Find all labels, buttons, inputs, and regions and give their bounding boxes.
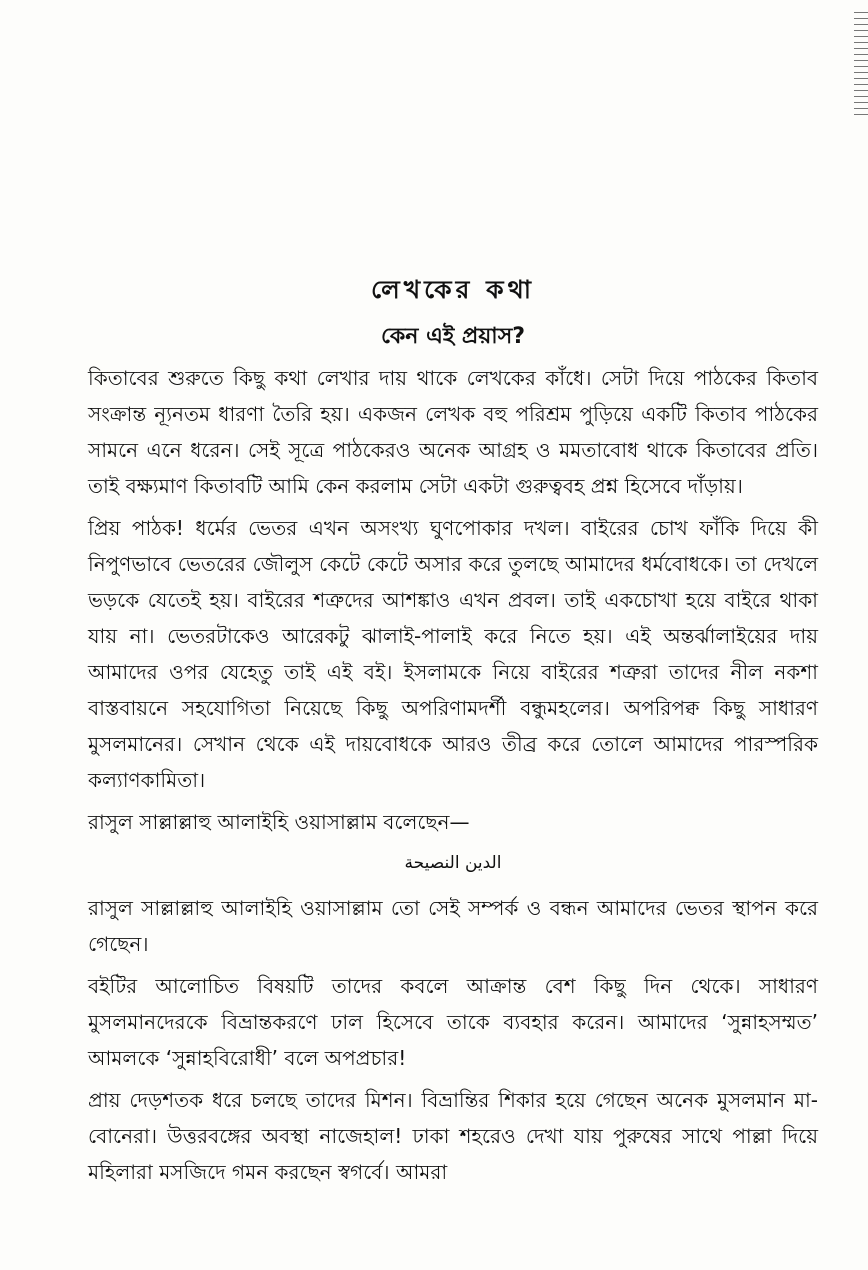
paragraph-3: রাসুল সাল্লাল্লাহু আলাইহি ওয়াসাল্লাম বলেছেন— <box>88 810 470 834</box>
page-edge-binding <box>854 12 868 122</box>
paragraph-2: প্রিয় পাঠক! ধর্মের ভেতর এখন অসংখ্য ঘুণপোকার দখল। বাইরের চোখ ফাঁকি দিয়ে কী নিপুণভাবে ভেতরের জৌলুস কেটে কেটে অসার করে তুলছে আমাদের ধর্মবোধকে। তা দেখলে ভড়কে যেতেই হয়। বাইরের শত্রুদের আশঙ্কাও এখন প্রবল। তাই একচোখা হয়ে বাইরে থাকা যায় না। ভেতরটাকেও আরেকটু ঝালাই-পালাই করে নিতে হয়। এই অন্তর্ঝালাইয়ের দায় আমাদের ওপর যেহেতু তাই এই বই। ইসলামকে নিয়ে বাইরের শত্রুরা তাদের নীল নকশা বাস্তবায়নে সহযোগিতা নিয়েছে কিছু অপরিণামদর্শী বন্ধুমহলের। অপরিপক্ব কিছু সাধারণ মুসলমানের। সেখান থেকে এই দায়বোধকে আরও তীব্র করে তোলে আমাদের পারস্পরিক কল্যাণকামিতা। <box>88 516 818 792</box>
arabic-quote: الدين النصيحة <box>404 853 502 873</box>
paragraph-6: প্রায় দেড়শতক ধরে চলছে তাদের মিশন। বিভ্রান্তির শিকার হয়ে গেছেন অনেক মুসলমান মা-বোনেরা। উত্তরবঙ্গের অবস্থা নাজেহাল! ঢাকা শহরেও দেখা যায় পুরুষের সাথে পাল্লা দিয়ে মহিলারা মসজিদে গমন করছেন স্বগর্বে। আমরা <box>88 1088 818 1184</box>
page-body <box>88 272 818 1196</box>
paragraph-1: কিতাবের শুরুতে কিছু কথা লেখার দায় থাকে লেখকের কাঁধে। সেটা দিয়ে পাঠকের কিতাব সংক্রান্ত ন্যূনতম ধারণা তৈরি হয়। একজন লেখক বহু পরিশ্রম পুড়িয়ে একটি কিতাব পাঠকের সামনে এনে ধরেন। সেই সূত্রে পাঠকেরও অনেক আগ্রহ ও মমতাবোধ থাকে কিতাবের প্রতি। তাই বক্ষ্যমাণ কিতাবটি আমি কেন করলাম সেটা একটা গুরুত্ববহ প্রশ্ন হিসেবে দাঁড়ায়। <box>88 366 818 498</box>
paragraph-4: রাসুল সাল্লাল্লাহু আলাইহি ওয়াসাল্লাম তো সেই সম্পর্ক ও বন্ধন আমাদের ভেতর স্থাপন করে গেছেন। <box>88 896 818 956</box>
paragraph-5: বইটির আলোচিত বিষয়টি তাদের কবলে আক্রান্ত বেশ কিছু দিন থেকে। সাধারণ মুসলমানদেরকে বিভ্রান্তকরণে ঢাল হিসেবে তাকে ব্যবহার করেন। আমাদের ‘সুন্নাহসম্মত’ আমলকে ‘সুন্নাহবিরোধী’ বলে অপপ্রচার! <box>88 974 818 1070</box>
page-heading: লেখকের কথা <box>370 275 536 304</box>
page-subheading: কেন এই প্রয়াস? <box>380 324 525 349</box>
